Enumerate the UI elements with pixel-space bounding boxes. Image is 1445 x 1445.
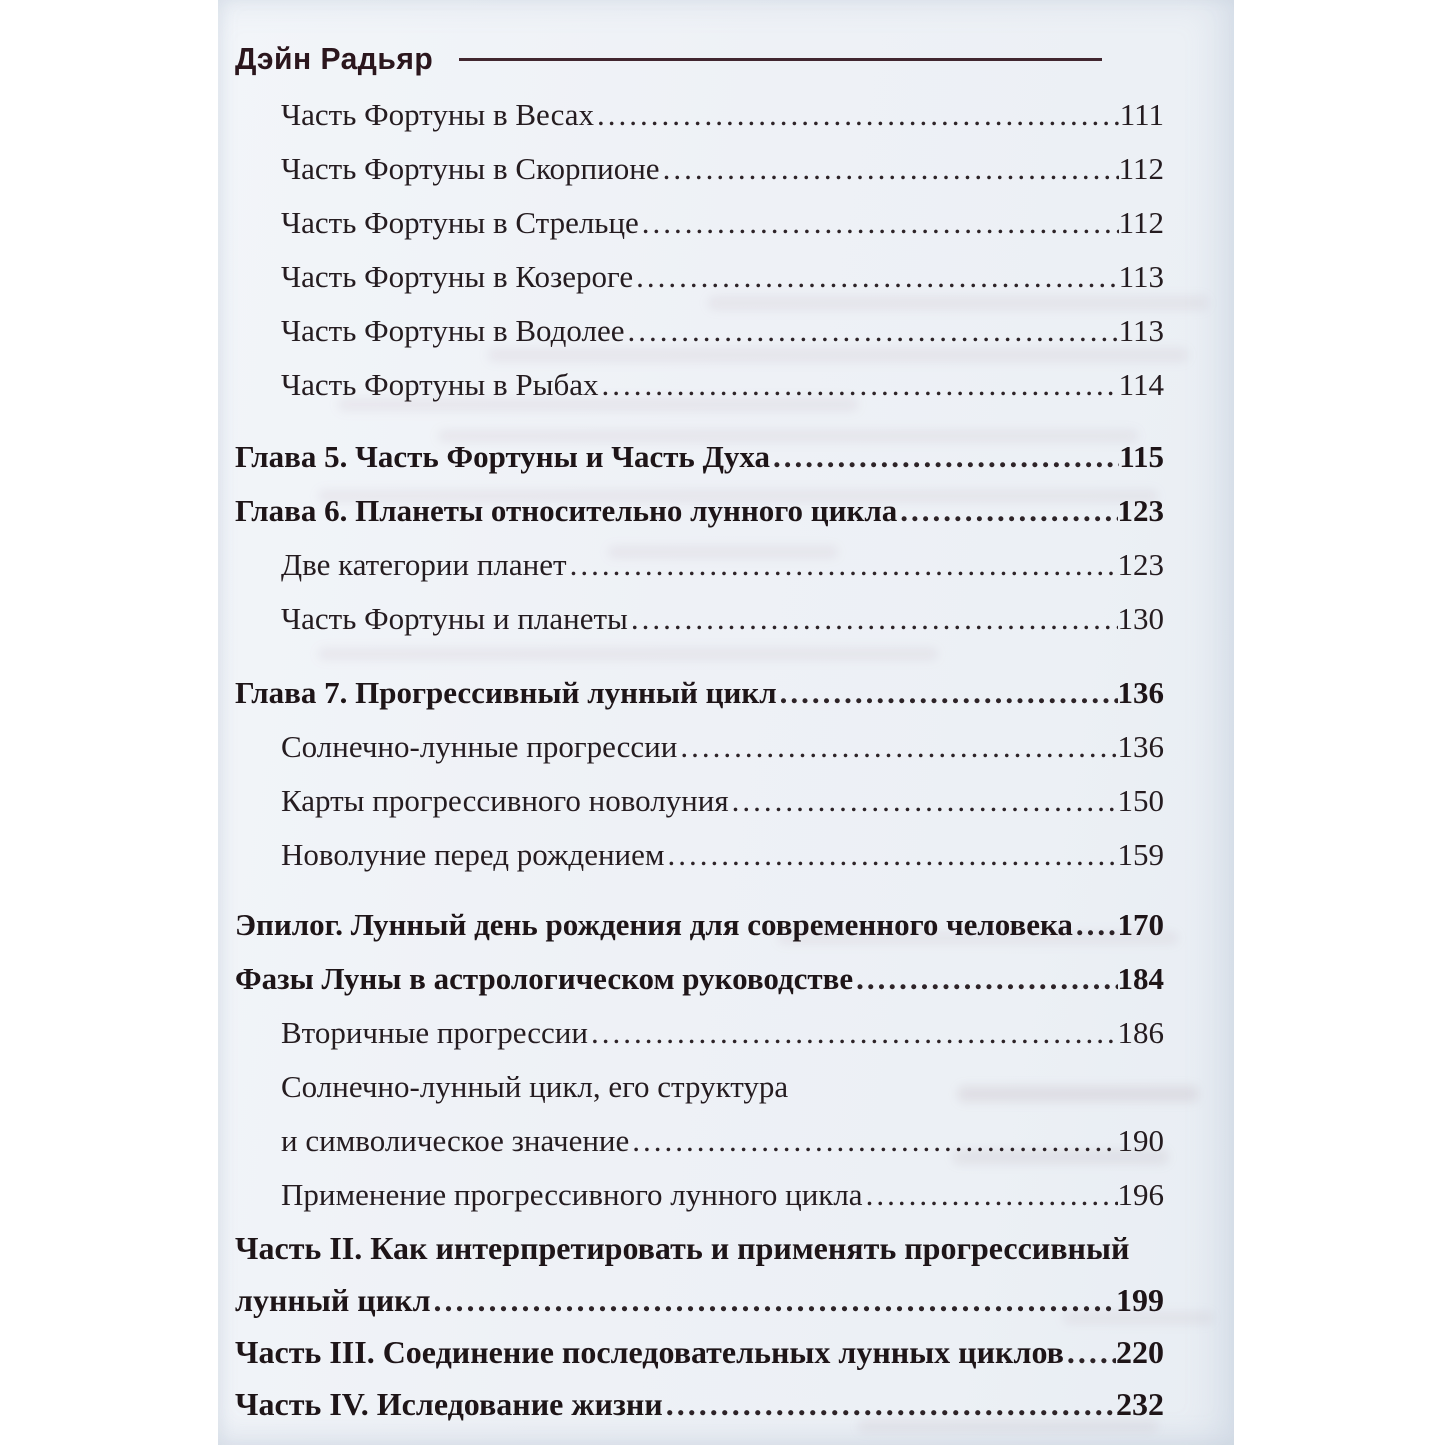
toc-entry bbox=[235, 828, 1164, 882]
dot-leader bbox=[897, 484, 1117, 538]
toc-entry bbox=[235, 592, 1164, 646]
book-page bbox=[218, 0, 1234, 1445]
toc-entry-page: 190 bbox=[1117, 1123, 1164, 1158]
toc-entry bbox=[235, 430, 1164, 484]
toc-entry-title: и символическое значение bbox=[281, 1123, 630, 1158]
toc-entry bbox=[235, 1006, 1164, 1060]
toc-entry bbox=[235, 250, 1164, 304]
toc-entry-title: Вторичные прогрессии bbox=[281, 1015, 588, 1050]
toc-entry bbox=[235, 358, 1164, 412]
toc-entry-title: Глава 5. Часть Фортуны и Часть Духа bbox=[235, 439, 770, 474]
toc-entry bbox=[235, 88, 1164, 142]
dot-leader bbox=[431, 1274, 1116, 1326]
toc-entry bbox=[235, 304, 1164, 358]
dot-leader bbox=[660, 142, 1119, 196]
dot-leader bbox=[639, 196, 1119, 250]
dot-leader bbox=[567, 538, 1118, 592]
toc-entry bbox=[235, 1222, 1164, 1274]
toc-entry bbox=[235, 1378, 1164, 1430]
toc-entry-page: 159 bbox=[1117, 837, 1164, 872]
dot-leader bbox=[1064, 1326, 1116, 1378]
toc-entry-title: Солнечно-лунные прогрессии bbox=[281, 729, 678, 764]
dot-leader bbox=[770, 430, 1119, 484]
page-header bbox=[218, 0, 1234, 76]
toc-entry-page: 220 bbox=[1116, 1334, 1164, 1370]
toc-entry bbox=[235, 538, 1164, 592]
header-rule bbox=[459, 58, 1102, 61]
toc-entry-page: 136 bbox=[1117, 729, 1164, 764]
toc-entry-title: Две категории планет bbox=[281, 547, 567, 582]
dot-leader bbox=[629, 1114, 1117, 1168]
toc-entry-page: 113 bbox=[1118, 259, 1164, 294]
toc-entry bbox=[235, 720, 1164, 774]
dot-leader bbox=[663, 1378, 1116, 1430]
toc-entry-title: Фазы Луны в астрологическом руководстве bbox=[235, 961, 854, 996]
toc-entry-page: 112 bbox=[1118, 205, 1164, 240]
dot-leader bbox=[625, 304, 1119, 358]
toc-entry-title: Глава 7. Прогрессивный лунный цикл bbox=[235, 675, 777, 710]
toc-entry-page: 112 bbox=[1118, 151, 1164, 186]
dot-leader bbox=[665, 828, 1118, 882]
toc-entry-page: 114 bbox=[1118, 367, 1164, 402]
toc-entry bbox=[235, 952, 1164, 1006]
dot-leader bbox=[588, 1006, 1118, 1060]
dot-leader bbox=[594, 88, 1120, 142]
toc-entry-page: 170 bbox=[1117, 907, 1164, 942]
toc-entry bbox=[235, 1274, 1164, 1326]
toc-entry-page: 111 bbox=[1119, 97, 1164, 132]
dot-leader bbox=[853, 952, 1117, 1006]
toc-entry bbox=[235, 484, 1164, 538]
toc-entry-title: лунный цикл bbox=[235, 1282, 431, 1318]
toc-entry-page: 232 bbox=[1116, 1386, 1164, 1422]
toc-entry bbox=[235, 142, 1164, 196]
toc-entry-page: 115 bbox=[1119, 439, 1164, 474]
toc-entry bbox=[235, 1326, 1164, 1378]
toc-entry bbox=[235, 1060, 1164, 1114]
toc-entry bbox=[235, 898, 1164, 952]
toc-entry-title: Глава 6. Планеты относительно лунного цикла bbox=[235, 493, 898, 528]
toc-entry-page: 184 bbox=[1117, 961, 1164, 996]
toc-entry-page: 123 bbox=[1117, 493, 1164, 528]
dot-leader bbox=[777, 666, 1118, 720]
toc-entry-title: Часть IV. Иследование жизни bbox=[235, 1386, 663, 1422]
dot-leader bbox=[729, 774, 1118, 828]
toc-entry bbox=[235, 1114, 1164, 1168]
toc-entry-title: Солнечно-лунный цикл, его структура bbox=[281, 1069, 789, 1104]
toc-entry-title: Карты прогрессивного новолуния bbox=[281, 783, 729, 818]
toc-entry-title: Часть Фортуны и планеты bbox=[281, 601, 628, 636]
toc-entry-page: 150 bbox=[1117, 783, 1164, 818]
toc-entry-title: Часть Фортуны в Стрельце bbox=[281, 205, 639, 240]
dot-leader bbox=[628, 592, 1118, 646]
running-header-author: Дэйн Радьяр bbox=[235, 41, 434, 76]
toc-entry-title: Часть Фортуны в Скорпионе bbox=[281, 151, 660, 186]
dot-leader bbox=[598, 358, 1118, 412]
toc-entry-page: 199 bbox=[1116, 1282, 1164, 1318]
toc-entry-title: Эпилог. Лунный день рождения для современного человека bbox=[235, 907, 1073, 942]
table-of-contents bbox=[218, 76, 1234, 1430]
toc-entry-page: 130 bbox=[1117, 601, 1164, 636]
toc-entry-page: 136 bbox=[1117, 675, 1164, 710]
toc-entry-page: 196 bbox=[1117, 1177, 1164, 1212]
toc-entry-title: Часть Фортуны в Водолее bbox=[281, 313, 625, 348]
toc-entry-page: 186 bbox=[1117, 1015, 1164, 1050]
toc-entry bbox=[235, 774, 1164, 828]
dot-leader bbox=[1073, 898, 1118, 952]
toc-entry-title: Часть Фортуны в Весах bbox=[281, 97, 594, 132]
dot-leader bbox=[863, 1168, 1118, 1222]
toc-entry bbox=[235, 196, 1164, 250]
toc-entry bbox=[235, 1168, 1164, 1222]
dot-leader bbox=[677, 720, 1117, 774]
toc-entry-page: 123 bbox=[1117, 547, 1164, 582]
toc-entry-title: Часть Фортуны в Козероге bbox=[281, 259, 634, 294]
toc-entry-title: Часть III. Соединение последовательных лунных циклов bbox=[235, 1334, 1064, 1370]
toc-entry-title: Часть Фортуны в Рыбах bbox=[281, 367, 599, 402]
toc-entry-title: Применение прогрессивного лунного цикла bbox=[281, 1177, 863, 1212]
toc-entry-title: Новолуние перед рождением bbox=[281, 837, 665, 872]
toc-entry-page: 113 bbox=[1118, 313, 1164, 348]
dot-leader bbox=[633, 250, 1119, 304]
toc-entry-title: Часть II. Как интерпретировать и применять прогрессивный bbox=[235, 1230, 1130, 1266]
toc-entry bbox=[235, 666, 1164, 720]
